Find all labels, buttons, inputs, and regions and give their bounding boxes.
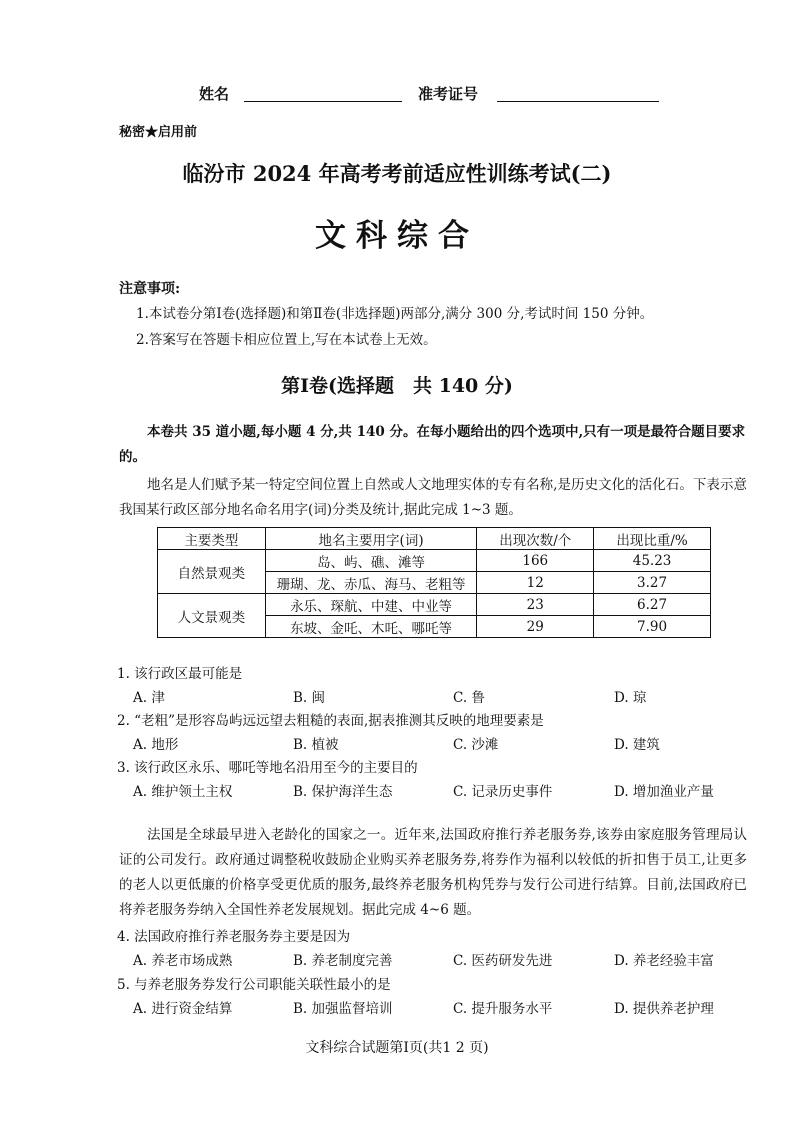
table-cell: 岛、屿、礁、滩等 xyxy=(265,550,477,572)
option-d: D. 提供养老护理 xyxy=(614,1001,714,1017)
table-cell: 7.90 xyxy=(594,616,711,638)
option-c: C. 医药研发先进 xyxy=(453,953,553,969)
table-cell: 6.27 xyxy=(594,594,711,616)
option-d: D. 增加渔业产量 xyxy=(614,784,714,800)
question-2-stem: 2. “老粗”是形容岛屿远远望去粗糙的表面,据表推测其反映的地理要素是 xyxy=(117,713,544,729)
table-type-cell: 自然景观类 xyxy=(158,550,266,594)
option-c: C. 鲁 xyxy=(453,690,485,706)
table-header-cell: 地名主要用字(词) xyxy=(265,528,477,550)
table-header-cell: 出现比重/% xyxy=(594,528,711,550)
option-b: B. 植被 xyxy=(293,737,339,753)
option-d: D. 琼 xyxy=(614,690,647,706)
question-1-options xyxy=(133,686,753,706)
section-title: 第Ⅰ卷(选择题 共 140 分) xyxy=(281,375,513,397)
table-header-cell: 主要类型 xyxy=(158,528,266,550)
exam-subject: 文科综合 xyxy=(315,218,479,254)
option-a: A. 津 xyxy=(133,690,165,706)
table-cell: 23 xyxy=(477,594,594,616)
option-c: C. 提升服务水平 xyxy=(453,1001,553,1017)
option-a: A. 养老市场成熟 xyxy=(133,953,233,969)
page-footer: 文科综合试题第Ⅰ页(共1 2 页) xyxy=(305,1040,489,1056)
passage-place-names: 地名是人们赋予某一特定空间位置上自然或人文地理实体的专有名称,是历史文化的活化石。下表示意我国某行政区部分地名命名用字(词)分类及统计,据此完成 1~3 题。 xyxy=(119,477,747,518)
name-blank-line xyxy=(244,101,402,102)
question-3-stem: 3. 该行政区永乐、哪吒等地名沿用至今的主要目的 xyxy=(117,760,418,776)
table-cell: 29 xyxy=(477,616,594,638)
notice-item-2: 2.答案写在答题卡相应位置上,写在本试卷上无效。 xyxy=(136,332,437,348)
option-c: C. 记录历史事件 xyxy=(453,784,553,800)
secret-label: 秘密★启用前 xyxy=(119,125,198,140)
table-cell: 45.23 xyxy=(594,550,711,572)
exam-id-label: 准考证号 xyxy=(418,85,479,103)
option-b: B. 闽 xyxy=(293,690,326,706)
table-cell: 12 xyxy=(477,572,594,594)
candidate-info-row xyxy=(0,83,794,107)
notice-heading: 注意事项: xyxy=(119,281,181,297)
table-cell: 3.27 xyxy=(594,572,711,594)
passage-elderly-care: 法国是全球最早进入老龄化的国家之一。近年来,法国政府推行养老服务券,该券由家庭服务管理局认证的公司发行。政府通过调整税收鼓励企业购买养老服务券,将券作为福利以较低的折扣售于员工,让更多的老人以更低廉的价格享受更优质的服务,最终养老服务机构凭券与发行公司进行结算。目前,法国政府已将养老服务券纳入全国性养老发展规划。据此完成 4~6 题。 xyxy=(119,827,747,918)
question-4-options xyxy=(133,949,753,969)
table-cell: 166 xyxy=(477,550,594,572)
option-d: D. 建筑 xyxy=(614,737,660,753)
table-type-cell: 人文景观类 xyxy=(158,594,266,638)
table-cell: 永乐、琛航、中建、中业等 xyxy=(265,594,477,616)
question-5-options xyxy=(133,997,753,1017)
option-c: C. 沙滩 xyxy=(453,737,499,753)
section-instructions: 本卷共 35 道小题,每小题 4 分,共 140 分。在每小题给出的四个选项中,只有一项是最符合题目要求的。 xyxy=(119,424,746,465)
table-header-cell: 出现次数/个 xyxy=(477,528,594,550)
name-label: 姓名 xyxy=(199,85,230,103)
option-d: D. 养老经验丰富 xyxy=(614,953,714,969)
question-4-stem: 4. 法国政府推行养老服务券主要是因为 xyxy=(117,929,351,945)
notice-item-1: 1.本试卷分第Ⅰ卷(选择题)和第Ⅱ卷(非选择题)两部分,满分 300 分,考试时间 150 分钟。 xyxy=(136,306,654,322)
option-b: B. 保护海洋生态 xyxy=(293,784,393,800)
table-cell: 珊瑚、龙、赤瓜、海马、老粗等 xyxy=(265,572,477,594)
table-row xyxy=(158,550,711,572)
place-name-table xyxy=(157,527,711,638)
question-5-stem: 5. 与养老服务券发行公司职能关联性最小的是 xyxy=(117,977,391,993)
question-2-options xyxy=(133,733,753,753)
exam-id-blank-line xyxy=(497,101,659,102)
question-1-stem: 1. 该行政区最可能是 xyxy=(117,666,243,682)
table-cell: 东坡、金吒、木吒、哪吒等 xyxy=(265,616,477,638)
option-a: A. 地形 xyxy=(133,737,179,753)
option-a: A. 进行资金结算 xyxy=(133,1001,233,1017)
table-row xyxy=(158,594,711,616)
option-b: B. 加强监督培训 xyxy=(293,1001,393,1017)
option-a: A. 维护领土主权 xyxy=(133,784,233,800)
question-3-options xyxy=(133,780,753,800)
exam-title: 临汾市 2024 年高考考前适应性训练考试(二) xyxy=(182,161,612,186)
table-header-row xyxy=(158,528,711,550)
option-b: B. 养老制度完善 xyxy=(293,953,393,969)
